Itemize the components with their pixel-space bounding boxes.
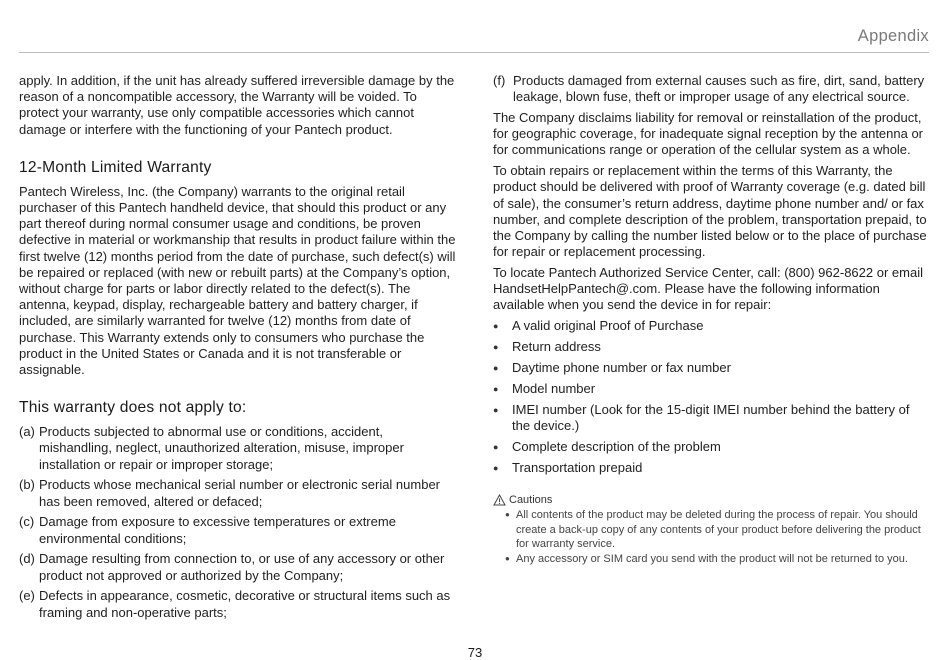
list-item-text: Return address bbox=[512, 338, 601, 354]
list-item bbox=[493, 381, 930, 397]
list-item bbox=[493, 439, 930, 455]
caution-item bbox=[505, 508, 930, 552]
caution-text: Any accessory or SIM card you send with the product will not be returned to you. bbox=[516, 552, 908, 565]
list-item-text: Daytime phone number or fax number bbox=[512, 359, 731, 375]
exclusion-text: Products whose mechanical serial number or electronic serial number has been removed, altered or defaced; bbox=[39, 477, 441, 509]
bullet-dot-icon: ● bbox=[493, 463, 499, 474]
exclusion-letter: (c) bbox=[19, 514, 35, 530]
exclusion-text: Products damaged from external causes such as fire, dirt, sand, battery leakage, blown fuse, theft or improper usage of any electrical source. bbox=[513, 73, 925, 105]
exclusion-letter: (a) bbox=[19, 424, 35, 440]
exclusion-text: Defects in appearance, cosmetic, decorative or structural items such as framing and non-operative parts; bbox=[39, 588, 451, 620]
caution-text: All contents of the product may be deleted during the process of repair. You should create a back-up copy of any contents of your product before delivering the product for warranty service. bbox=[516, 509, 921, 551]
list-item-text: Model number bbox=[512, 380, 596, 396]
cautions-box bbox=[493, 494, 930, 566]
disclaimer-paragraph: The Company disclaims liability for removal or reinstallation of the product, for geographic coverage, for inadequate signal reception by the antenna or for communications range or operation of the cellular system as a whole. bbox=[493, 110, 924, 158]
exclusions-heading: This warranty does not apply to: bbox=[19, 399, 247, 417]
bullet-dot-icon: ● bbox=[505, 510, 510, 520]
exclusions-list bbox=[19, 424, 457, 621]
bullet-dot-icon: ● bbox=[493, 341, 499, 352]
exclusion-item-f bbox=[493, 73, 930, 105]
exclusion-letter: (e) bbox=[19, 588, 35, 604]
list-item bbox=[493, 360, 930, 376]
warranty-body: Pantech Wireless, Inc. (the Company) warrants to the original retail purchaser of this Pantech handheld device, that should this product or any part thereof during normal consumer usage and conditions, be proven defective in material or workmanship that results in product failure within the first twelve (12) months period from the date of purchase, such defect(s) will be repaired or replaced (with new or rebuilt parts) at the Company’s option, without charge for parts or labor directly related to the defect(s). The antenna, keypad, display, rechargeable battery and battery charger, if included, are similarly warranted for twelve (12) months from date of purchase. This Warranty extends only to consumers who purchase the product in the United States or Canada and it is not transferable or assignable. bbox=[19, 183, 456, 378]
bullet-dot-icon: ● bbox=[493, 320, 499, 331]
list-item-text: Transportation prepaid bbox=[512, 460, 643, 476]
repairs-paragraph: To obtain repairs or replacement within the terms of this Warranty, the product should be delivered with proof of Warranty coverage (e.g. dated bill of sale), the consumer’s return address, daytime phone number and/ or fax number, and complete description of the problem, transportation prepaid, to the Company by calling the number listed below or to the place of purchase for repair or replacement processing. bbox=[493, 163, 927, 260]
list-item bbox=[493, 318, 930, 334]
bullet-dot-icon: ● bbox=[493, 362, 499, 373]
page-header bbox=[19, 0, 929, 53]
list-item-text: Complete description of the problem bbox=[512, 439, 721, 455]
exclusion-item bbox=[19, 588, 457, 620]
exclusion-text: Damage resulting from connection to, or use of any accessory or other product not approved or authorized by the Company; bbox=[39, 551, 445, 583]
list-item-text: A valid original Proof of Purchase bbox=[512, 317, 704, 333]
list-item bbox=[493, 339, 930, 355]
bullet-dot-icon: ● bbox=[493, 404, 499, 415]
list-item-text: IMEI number (Look for the 15-digit IMEI number behind the battery of the device.) bbox=[512, 401, 910, 434]
locate-paragraph: To locate Pantech Authorized Service Center, call: (800) 962-8622 or email HandsetHelpPantech@.com. Please have the following information available when you send the device in for repair: bbox=[493, 264, 923, 313]
exclusion-text: Damage from exposure to excessive temperatures or extreme environmental conditions; bbox=[39, 514, 396, 546]
exclusion-item bbox=[19, 477, 457, 509]
warning-triangle-icon bbox=[493, 494, 506, 506]
bullet-dot-icon: ● bbox=[493, 383, 499, 394]
bullet-dot-icon: ● bbox=[493, 442, 499, 453]
exclusion-letter: (f) bbox=[493, 73, 506, 88]
warranty-heading: 12-Month Limited Warranty bbox=[19, 158, 212, 176]
left-column bbox=[19, 73, 457, 625]
caution-item bbox=[505, 552, 930, 567]
cautions-list bbox=[493, 508, 930, 566]
cautions-title: Cautions bbox=[509, 494, 553, 507]
intro-paragraph: apply. In addition, if the unit has already suffered irreversible damage by the reason of a noncompatible accessory, the Warranty will be voided. To protect your warranty, use only compatible accessories which cannot damage or interfere with the functioning of your Pantech product. bbox=[19, 73, 455, 137]
exclusion-item bbox=[19, 424, 457, 473]
required-info-list bbox=[493, 318, 930, 476]
right-column bbox=[493, 73, 930, 566]
exclusion-item bbox=[19, 514, 457, 546]
section-title: Appendix bbox=[857, 27, 929, 45]
bullet-dot-icon: ● bbox=[505, 553, 510, 563]
exclusion-text: Products subjected to abnormal use or conditions, accident, mishandling, neglect, unauthorized alteration, misuse, improper installation or repair or improper storage; bbox=[39, 424, 404, 472]
cautions-header bbox=[493, 494, 930, 506]
page-number: 73 bbox=[467, 645, 483, 660]
exclusion-item bbox=[19, 551, 457, 583]
list-item bbox=[493, 402, 930, 434]
exclusion-letter: (d) bbox=[19, 551, 35, 567]
list-item bbox=[493, 460, 930, 476]
exclusion-letter: (b) bbox=[19, 477, 35, 493]
